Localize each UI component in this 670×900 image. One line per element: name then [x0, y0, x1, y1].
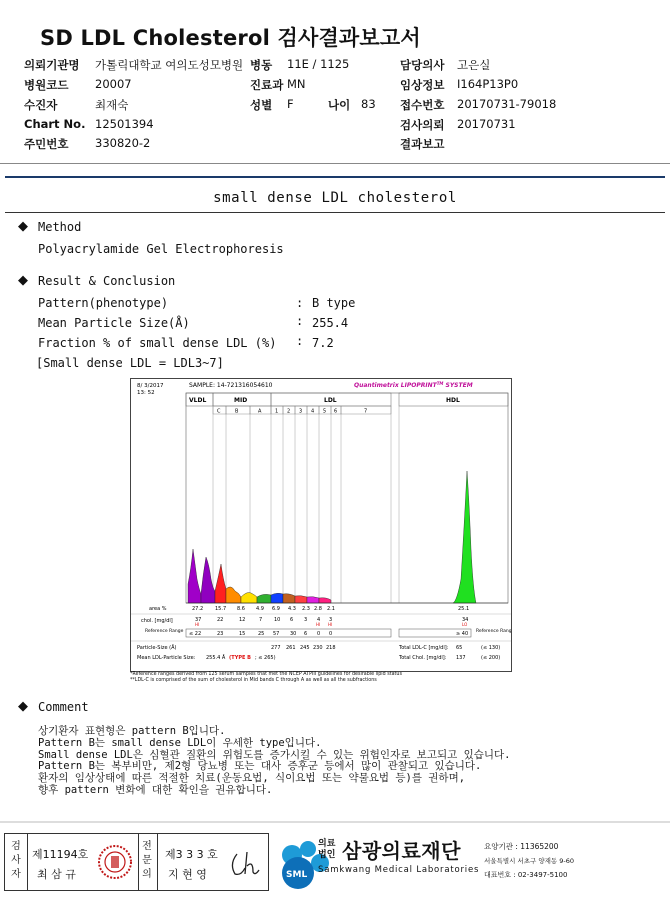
- footnote-1: *Reference ranges derived from 125 serum samples that met the NCEP ATPIII guidelines for desirable lipid status: [130, 672, 402, 677]
- receipt-value: 20170731-79018: [457, 97, 557, 111]
- total-chol-ref: (≤ 200): [481, 655, 501, 661]
- specialist-label: 전문의: [142, 841, 152, 880]
- fraction-label: Fraction % of small dense LDL (%): [38, 336, 277, 350]
- mean-size-suffix: ; ≤ 265): [255, 655, 276, 661]
- area-a: 4.9: [256, 606, 264, 612]
- ldl3-peak: [283, 594, 295, 603]
- pattern-label: Pattern(phenotype): [38, 296, 169, 310]
- comment-line-3: Small dense LDL은 심혈관 질환의 위험도를 증가시킬 수 있는 위험인자로 보고되고 있습니다.: [38, 748, 511, 761]
- area-b: 8.6: [237, 606, 245, 612]
- mean-size-type: (TYPE B: [229, 655, 251, 661]
- ref-ldl1: 57: [273, 631, 280, 637]
- signature-box: [4, 833, 269, 891]
- figure-date: 8/ 3/2017: [137, 383, 164, 389]
- band-a-label: A: [258, 408, 262, 415]
- comment-line-2: Pattern B는 small dense LDL이 우세한 type입니다.: [38, 736, 322, 749]
- institution-label: 의뢰기관명: [24, 58, 80, 72]
- mean-size-value: 255.4: [312, 316, 349, 330]
- chol-ldl5: 3: [329, 617, 333, 623]
- ldl4-peak: [295, 596, 307, 603]
- org-phone: 대표번호 : 02-3497-5100: [484, 871, 568, 879]
- ref-ldl5: 0: [329, 631, 333, 637]
- fraction-sep: :: [296, 334, 304, 348]
- ref-ldl4: 0: [317, 631, 321, 637]
- report-title: SD LDL Cholesterol 검사결과보고서: [40, 26, 421, 50]
- area-vldl: 27.2: [192, 606, 204, 612]
- band-7-label: 7: [364, 408, 368, 415]
- section-rule-bottom: [5, 212, 665, 213]
- institution-value: 가톨릭대학교 여의도성모병원: [95, 58, 244, 72]
- vldl-peak: [188, 549, 201, 603]
- mid-a-peak: [241, 593, 257, 604]
- chart-no-value: 12501394: [95, 117, 154, 131]
- area-ldl1: 6.9: [272, 606, 280, 612]
- ref-vldl: ≤ 22: [189, 631, 202, 637]
- result-report-label: 결과보고: [400, 137, 445, 151]
- ldl6-peak: [319, 598, 331, 603]
- comment-line-6: 향후 pattern 변화에 대한 확인을 권유합니다.: [38, 783, 273, 796]
- mean-size-label-fig: Mean LDL-Particle Size:: [137, 655, 196, 661]
- area-c: 15.7: [215, 606, 227, 612]
- particle-2: 261: [286, 645, 296, 651]
- total-chol-value: 137: [456, 655, 466, 661]
- ref-a: 25: [258, 631, 265, 637]
- result-heading: Result & Conclusion: [38, 274, 176, 288]
- ref-hdl: ≥ 40: [456, 631, 469, 637]
- ref-b: 15: [239, 631, 246, 637]
- comment-bullet-icon: ◆: [18, 699, 28, 714]
- total-ldl-label: Total LDL-C [mg/dl]:: [399, 645, 449, 651]
- footer-rule: [0, 821, 670, 823]
- mean-size-value-fig: 255.4 Å: [206, 655, 226, 661]
- hdl-peak: [453, 471, 476, 603]
- hospital-code-value: 20007: [95, 77, 132, 91]
- request-value: 20170731: [457, 117, 516, 131]
- flag-hdl: LO: [462, 622, 468, 627]
- particle-1: 277: [271, 645, 281, 651]
- examiner-seal-icon: [97, 844, 133, 880]
- ref-ldl2: 30: [290, 631, 297, 637]
- method-bullet-icon: ◆: [18, 219, 28, 234]
- examiner-no: 제11194호: [32, 848, 89, 861]
- figure-time: 13: 52: [137, 390, 155, 396]
- vldl-label: VLDL: [189, 397, 207, 404]
- ref-row: [145, 628, 511, 637]
- ward-label: 병동: [250, 58, 273, 72]
- area-ldl5: 2.1: [327, 606, 335, 612]
- area-label: area %: [149, 606, 167, 612]
- chart-no-label: Chart No.: [24, 117, 86, 131]
- mid-b-peak: [226, 587, 241, 603]
- chol-b: 12: [239, 617, 246, 623]
- band-guides: [213, 406, 399, 603]
- hdl-label: HDL: [446, 397, 460, 404]
- area-ldl2: 4.3: [288, 606, 296, 612]
- flag-ldl4: HI: [316, 622, 321, 627]
- pattern-value: B type: [312, 296, 356, 310]
- particle-label: Particle-Size (Å): [137, 645, 177, 651]
- method-heading: Method: [38, 220, 82, 234]
- total-chol-label: Total Chol. [mg/dl]:: [399, 655, 447, 661]
- hospital-code-label: 병원코드: [24, 78, 69, 92]
- chol-ldl3: 3: [304, 617, 308, 623]
- chol-ldl1: 10: [274, 617, 281, 623]
- ldl2-peak: [271, 593, 283, 603]
- lipoprint-figure: [130, 378, 512, 672]
- band-4-label: 4: [311, 408, 315, 415]
- mid-c-peak: [215, 564, 226, 603]
- mean-size-label: Mean Particle Size(Å): [38, 316, 190, 330]
- sml-logo-text: SML: [286, 870, 308, 880]
- band-6-label: 6: [334, 408, 338, 415]
- ref-label-right: Reference Range: [476, 629, 511, 634]
- specialist-name: 지 현 영: [168, 868, 207, 881]
- chol-ldl2: 6: [290, 617, 294, 623]
- chol-hdl: 34: [462, 617, 469, 623]
- total-ldl-ref: (≤ 130): [481, 645, 501, 651]
- band-1-label: 1: [275, 408, 279, 415]
- examiner-label: 검사자: [11, 841, 21, 880]
- dept-value: MN: [287, 77, 306, 91]
- patient-label: 수진자: [24, 98, 58, 112]
- sdldl-note: [Small dense LDL = LDL3~7]: [36, 356, 224, 370]
- rrn-label: 주민번호: [24, 137, 69, 151]
- clinical-info-label: 임상정보: [400, 78, 445, 92]
- specialist-no: 제3 3 3 호: [165, 848, 218, 861]
- pattern-sep: :: [296, 296, 304, 310]
- band-3-label: 3: [299, 408, 303, 415]
- chol-label: chol. [mg/dl]: [141, 618, 173, 624]
- org-prefix: 의료법인: [318, 839, 336, 860]
- band-b-label: B: [235, 408, 239, 415]
- figure-sample: SAMPLE: 14-721316054610: [189, 382, 273, 389]
- signature-icon: [227, 846, 263, 880]
- band-c-label: C: [217, 408, 221, 415]
- band-2-label: 2: [287, 408, 291, 415]
- comment-line-4: Pattern B는 복부비만, 제2형 당뇨병 또는 대사 증후군 등에서 많이 관찰되고 있습니다.: [38, 760, 482, 773]
- rrn-value: 330820-2: [95, 136, 151, 150]
- particle-3: 245: [300, 645, 310, 651]
- sex-label: 성별: [250, 98, 273, 112]
- ref-label: Reference Range: [145, 629, 184, 634]
- flag-ldl5: HI: [328, 622, 333, 627]
- section-title: small dense LDL cholesterol: [213, 190, 457, 206]
- patient-value: 최재숙: [95, 98, 129, 112]
- chol-ldl4: 4: [317, 617, 321, 623]
- age-label: 나이: [328, 98, 351, 112]
- lipoprint-graph: [131, 379, 511, 671]
- band-5-label: 5: [323, 408, 327, 415]
- request-label: 검사의뢰: [400, 118, 445, 132]
- ward-value: 11E / 1125: [287, 57, 350, 71]
- plot-frame: [186, 393, 508, 603]
- flag-vldl: HI: [195, 622, 200, 627]
- chol-a: 7: [259, 617, 263, 623]
- ldl5-peak: [307, 597, 319, 603]
- org-name: 삼광의료재단: [342, 839, 461, 863]
- section-rule-top: [5, 176, 665, 178]
- org-address: 서울특별시 서초구 양재동 9-60: [484, 857, 575, 865]
- comment-line-1: 상기환자 표현형은 pattern B입니다.: [38, 725, 226, 737]
- total-ldl-value: 65: [456, 645, 463, 651]
- figure-brand: Quantimetrix LIPOPRINT™ SYSTEM: [354, 381, 473, 389]
- receipt-label: 접수번호: [400, 98, 445, 112]
- ldl1-peak: [257, 594, 271, 603]
- chol-c: 22: [217, 617, 224, 623]
- chol-row: [141, 617, 468, 624]
- area-hdl: 25.1: [458, 606, 470, 612]
- area-ldl3: 2.3: [302, 606, 310, 612]
- comment-body: [38, 726, 510, 797]
- comment-heading: Comment: [38, 700, 89, 714]
- doctor-value: 고은실: [457, 58, 491, 72]
- result-bullet-icon: ◆: [18, 273, 28, 288]
- area-ldl4: 2.8: [314, 606, 322, 612]
- sex-value: F: [287, 97, 294, 111]
- ldl-label: LDL: [324, 397, 337, 404]
- org-english: Samkwang Medical Laboratories: [318, 865, 480, 875]
- ref-ldl3: 6: [304, 631, 308, 637]
- mid-label: MID: [234, 397, 248, 404]
- fraction-value: 7.2: [312, 336, 334, 350]
- examiner-name: 최 삼 규: [37, 868, 76, 881]
- particle-4: 230: [313, 645, 323, 651]
- comment-line-5: 환자의 임상상태에 따른 적절한 치료(운동요법, 식이요법 또는 약물요법 등)를 권하며,: [38, 772, 466, 785]
- mean-size-sep: :: [296, 314, 304, 328]
- org-code: 요양기관 : 11365200: [484, 842, 559, 851]
- clinical-info-value: I164P13P0: [457, 77, 519, 91]
- area-row: [149, 606, 469, 612]
- header-divider: [0, 163, 670, 164]
- particle-5: 218: [326, 645, 336, 651]
- age-value: 83: [361, 97, 376, 111]
- method-text: Polyacrylamide Gel Electrophoresis: [38, 242, 284, 256]
- doctor-label: 담당의사: [400, 58, 445, 72]
- ref-c: 23: [217, 631, 224, 637]
- particle-row: [137, 644, 500, 661]
- chol-flags: [195, 622, 467, 627]
- figure-footnotes: [130, 672, 402, 684]
- dept-label: 진료과: [250, 78, 284, 92]
- footnote-2: **LDL-C is comprised of the sum of cholesterol in Mid bands C through A as well as all the subfractions: [130, 678, 377, 683]
- chol-vldl: 37: [195, 617, 202, 623]
